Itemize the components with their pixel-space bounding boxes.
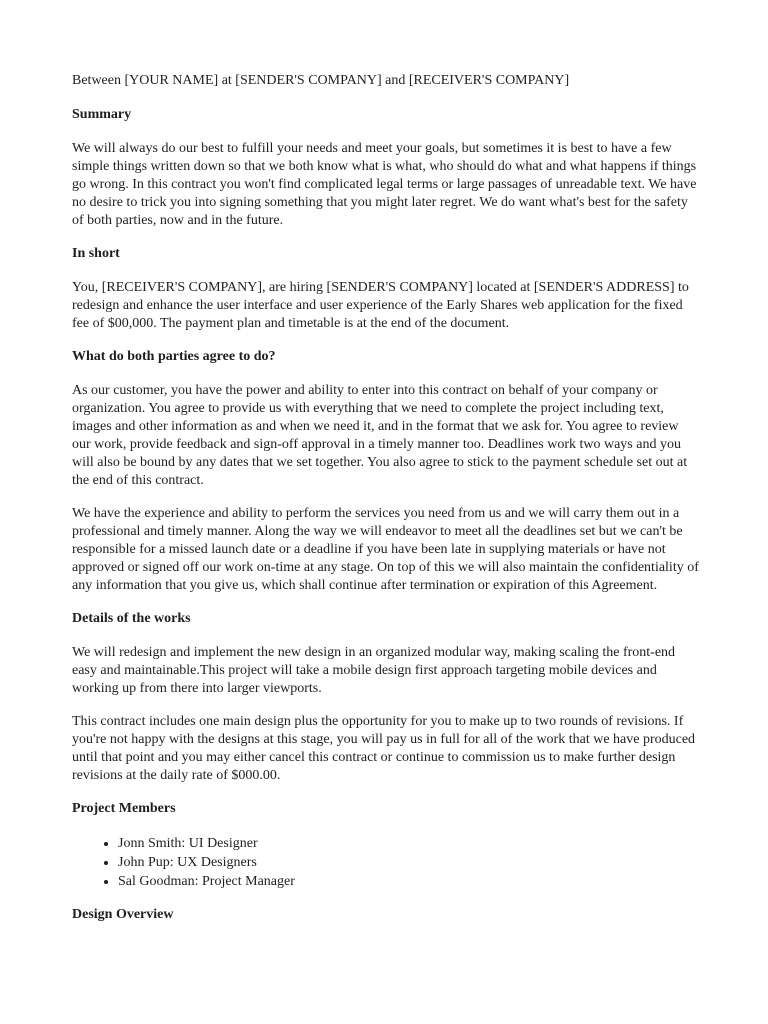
agreement-heading: What do both parties agree to do? xyxy=(72,349,276,364)
design-overview-heading: Design Overview xyxy=(72,907,174,922)
summary-paragraph: We will always do our best to fulfill your needs and meet your goals, but sometimes it is best to have a few simple things written down so that we both know what is what, who should do what and what happens if things go wrong. In this contract you won't find complicated legal terms or large passages of unreadable text. We have no desire to trick you into signing something that you might later regret. We do want what's best for the safety of both parties, now and in the future. xyxy=(72,141,697,228)
agreement-paragraph-customer: As our customer, you have the power and ability to enter into this contract on behalf of your company or organization. You agree to provide us with everything that we need to complete the project including text, images and other information as and when we need it, and in the format that we ask for. You agree to review our work, provide feedback and sign-off approval in a timely manner too. Deadlines work two ways and you will also be bound by any dates that we set together. You also agree to stick to the payment schedule set out at the end of this contract. xyxy=(72,383,688,488)
project-members-list xyxy=(72,834,700,891)
details-heading: Details of the works xyxy=(72,611,191,626)
agreement-paragraph-provider: We have the experience and ability to perform the services you need from us and we will carry them out in a professional and timely manner. Along the way we will endeavor to meet all the deadlines set but we can't be responsible for a missed launch date or a deadline if you have been late in supplying materials or have not approved or signed off our work on-time at any stage. On top of this we will also maintain the confidentiality of any information that you give us, which shall continue after termination or expiration of this Agreement. xyxy=(72,506,699,593)
details-paragraph-revisions: This contract includes one main design plus the opportunity for you to make up to two rounds of revisions. If you're not happy with the designs at this stage, you will pay us in full for all of the work that we have produced until that point and you may either cancel this contract or continue to commission us to make further design revisions at the daily rate of $000.00. xyxy=(72,714,696,783)
project-member-item: • Jonn Smith: UI Designer xyxy=(118,834,700,853)
project-member-item: • John Pup: UX Designers xyxy=(118,853,700,872)
in-short-heading: In short xyxy=(72,246,120,261)
summary-heading: Summary xyxy=(72,107,132,122)
project-member-item: • Sal Goodman: Project Manager xyxy=(118,872,700,891)
details-paragraph-approach: We will redesign and implement the new design in an organized modular way, making scaling the front-end easy and maintainable.This project will take a mobile design first approach targeting mobile devices and working up from there into larger viewports. xyxy=(72,645,676,696)
in-short-paragraph: You, [RECEIVER'S COMPANY], are hiring [SENDER'S COMPANY] located at [SENDER'S ADDRESS] to redesign and enhance the user interface and user experience of the Early Shares web application for the fixed fee of $00,000. The payment plan and timetable is at the end of the document. xyxy=(72,280,689,331)
project-members-heading: Project Members xyxy=(72,801,176,816)
contract-document xyxy=(72,72,700,940)
parties-line: Between [YOUR NAME] at [SENDER'S COMPANY] and [RECEIVER'S COMPANY] xyxy=(72,73,570,88)
